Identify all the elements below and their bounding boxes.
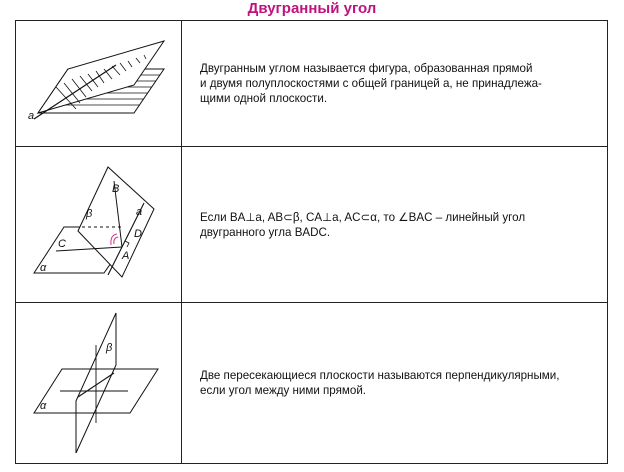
text-line: и двумя полуплоскостями с общей границей a, не принадлежа- xyxy=(200,77,542,90)
perpendicular-planes-figure xyxy=(16,303,182,463)
dihedral-angle-figure xyxy=(16,21,182,146)
text-line: двугранного угла BADC. xyxy=(200,225,331,239)
linear-angle-figure xyxy=(16,147,182,302)
table-row xyxy=(16,147,607,303)
perpendicular-planes-diagram xyxy=(16,303,180,461)
definition-text-cell xyxy=(182,21,607,146)
theorem-text-cell xyxy=(182,147,607,302)
table-row xyxy=(16,21,607,147)
linear-angle-statement xyxy=(200,210,525,240)
edge-label: a xyxy=(28,110,35,122)
text-line: щими одной плоскости. xyxy=(200,92,328,105)
point-d-label: D xyxy=(134,228,142,240)
dihedral-angle-definition xyxy=(200,61,542,106)
point-b-label: B xyxy=(112,183,120,195)
linear-angle-diagram xyxy=(16,147,180,301)
text-line: Если BA⊥a, AB⊂β, CA⊥a, AC⊂α, то ∠BAC – линейный угол xyxy=(200,210,526,224)
text-line: Две пересекающиеся плоскости называются перпендикулярными, xyxy=(200,369,560,382)
page-title: Двугранный угол xyxy=(247,0,377,17)
point-a-label: A xyxy=(122,250,130,262)
table-row xyxy=(16,303,607,463)
text-line: если угол между ними прямой. xyxy=(200,384,367,397)
plane-alpha-label: α xyxy=(40,262,47,274)
text-line: Двугранным углом называется фигура, образованная прямой xyxy=(200,62,533,75)
perpendicular-definition-cell xyxy=(182,303,607,463)
definition-table xyxy=(15,20,608,464)
edge-a-label: a xyxy=(136,206,143,218)
plane-beta-label: β xyxy=(86,208,93,220)
perpendicular-planes-definition xyxy=(200,368,559,398)
plane-beta-label: β xyxy=(106,342,113,354)
dihedral-angle-diagram xyxy=(16,21,180,145)
plane-alpha-label: α xyxy=(40,400,47,412)
point-c-label: C xyxy=(58,238,66,250)
